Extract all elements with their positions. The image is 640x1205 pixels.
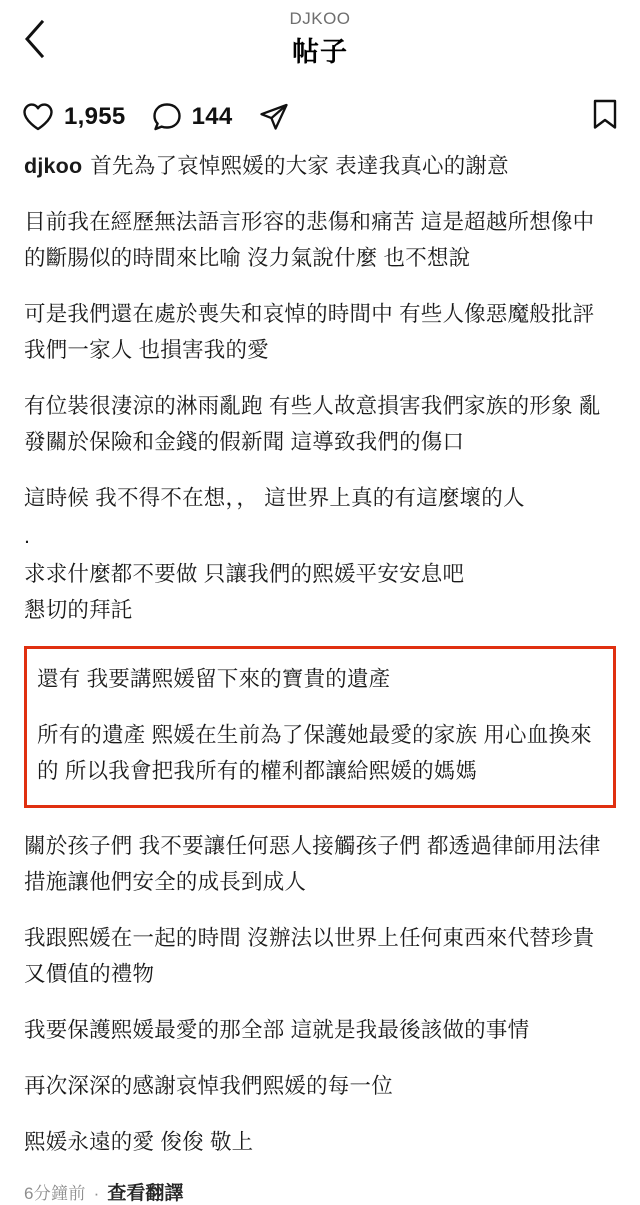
share-action[interactable] — [259, 102, 289, 132]
see-translation-button[interactable]: 查看翻譯 — [107, 1183, 184, 1204]
caption-paragraph: 目前我在經歷無法語言形容的悲傷和痛苦 這是超越所想像中的斷腸似的時間來比喻 沒力氣說什麼 也不想說 — [24, 210, 595, 270]
caption-paragraph: . — [24, 524, 31, 548]
heart-icon[interactable] — [22, 102, 54, 132]
caption-paragraph: 懇切的拜託 — [24, 598, 133, 622]
timestamp: 6分鐘前 — [24, 1184, 86, 1203]
caption-paragraph: 熙媛永遠的愛 俊俊 敬上 — [24, 1130, 254, 1154]
caption-paragraph: 可是我們還在處於喪失和哀悼的時間中 有些人像惡魔般批評我們一家人 也損害我的愛 — [24, 302, 595, 362]
meta-separator: · — [93, 1184, 100, 1203]
post-action-bar — [0, 86, 640, 148]
chevron-left-icon — [22, 19, 48, 59]
header-account-name: DJKOO — [289, 9, 351, 28]
paper-plane-icon[interactable] — [259, 102, 289, 132]
comment-count: 144 — [191, 103, 233, 130]
bookmark-icon — [592, 99, 618, 136]
caption-paragraph: 有位裝很淒涼的淋雨亂跑 有些人故意損害我們家族的形象 亂發關於保險和金錢的假新聞 這導致我們的傷口 — [24, 394, 601, 454]
like-count: 1,955 — [64, 103, 126, 130]
highlighted-paragraph: 所有的遺產 熙媛在生前為了保護她最愛的家族 用心血換來的 所以我會把我所有的權利都讓給熙媛的媽媽 — [37, 723, 592, 783]
caption-paragraph: 求求什麼都不要做 只讓我們的熙媛平安安息吧 — [24, 562, 465, 586]
caption-paragraph: 再次深深的感謝哀悼我們熙媛的每一位 — [24, 1074, 393, 1098]
caption-paragraph: 我要保護熙媛最愛的那全部 這就是我最後該做的事情 — [24, 1018, 530, 1042]
caption-first-line — [24, 148, 616, 184]
comment-bubble-icon[interactable] — [152, 102, 182, 132]
caption-paragraph: 這時候 我不得不在想，， 這世界上真的有這麼壞的人 — [24, 486, 525, 510]
caption-paragraph: 關於孩子們 我不要讓任何惡人接觸孩子們 都透過律師用法律措施讓他們安全的成長到成人 — [24, 834, 601, 894]
save-button[interactable] — [592, 99, 618, 136]
page-title: 帖子 — [292, 37, 348, 67]
highlighted-paragraph: 還有 我要講熙媛留下來的寶貴的遺產 — [37, 667, 391, 691]
like-action[interactable] — [22, 102, 126, 132]
caption-paragraph: 我跟熙媛在一起的時間 沒辦法以世界上任何東西來代替珍貴又價值的禮物 — [24, 926, 595, 986]
post-meta — [0, 1160, 640, 1205]
highlighted-section — [24, 646, 616, 808]
header-titles — [289, 6, 350, 70]
app-header — [0, 0, 640, 86]
post-caption — [0, 148, 640, 1160]
back-button[interactable] — [14, 18, 56, 60]
caption-opening-text: 首先為了哀悼熙媛的大家 表達我真心的謝意 — [90, 154, 509, 178]
username[interactable]: djkoo — [24, 154, 83, 178]
comment-action[interactable] — [152, 102, 233, 132]
